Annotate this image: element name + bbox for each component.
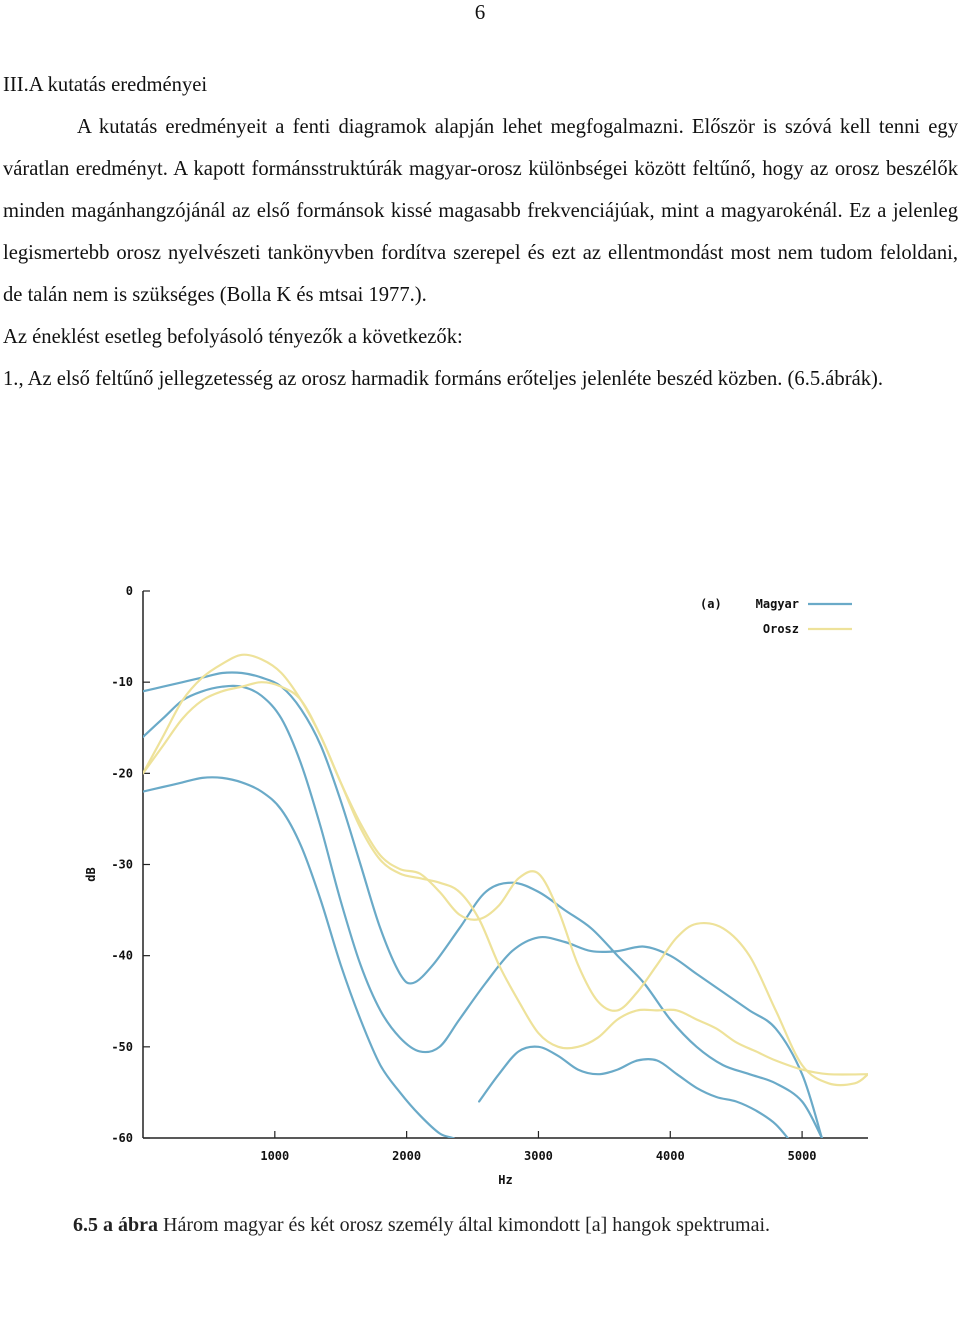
y-tick-label: -10 [111, 675, 133, 690]
x-tick-label: 3000 [524, 1149, 553, 1163]
caption-label: 6.5 a ábra [73, 1214, 158, 1236]
legend-label-orosz: Orosz [762, 622, 799, 636]
y-axis-label: dB [84, 867, 98, 882]
series-line-magyar-3 [143, 777, 459, 1142]
series-line-orosz-5 [143, 655, 868, 1085]
paragraph-first-feature: 1., Az első feltűnő jellegzetesség az orosz harmadik formáns erőteljes jelenléte beszéd közben. (6.5.ábrák). [3, 368, 884, 390]
y-tick-label: -50 [111, 1039, 133, 1054]
series-line-magyar-2 [143, 686, 822, 1138]
legend-panel-label: (a) [700, 597, 722, 611]
body-text [3, 64, 958, 400]
y-tick-label: -30 [111, 857, 133, 872]
y-tick-label: -20 [111, 766, 133, 781]
x-tick-label: 5000 [787, 1149, 817, 1163]
x-tick-label: 2000 [392, 1149, 422, 1163]
y-tick-label: -60 [111, 1131, 133, 1145]
chart-series [143, 655, 868, 1166]
series-line-magyar-4 [479, 1047, 815, 1166]
y-tick-label: 0 [125, 584, 133, 598]
figure-caption [73, 1214, 770, 1237]
page-number: 6 [474, 0, 486, 24]
x-axis-label: Hz [498, 1173, 513, 1187]
chart-axes [84, 584, 868, 1187]
chart-legend [700, 597, 852, 636]
spectrum-figure [0, 560, 960, 1260]
spectrum-chart [0, 560, 960, 1220]
y-tick-label: -40 [111, 948, 133, 963]
caption-text: Három magyar és két orosz személy által kimondott [a] hangok spektrumai. [158, 1214, 771, 1236]
x-tick-label: 1000 [260, 1149, 290, 1163]
section-heading: III.A kutatás eredményei [3, 74, 208, 96]
legend-label-magyar: Magyar [755, 597, 799, 611]
paragraph-results: A kutatás eredményeit a fenti diagramok alapján lehet megfogalmazni. Először is szóvá kell tenni egy váratlan eredményt. A kapott formánsstruktúrák magyar-orosz különbségei között feltűnő, hogy az orosz beszélők minden magánhangzójánál az első formánsok kissé magasabb frekvenciájúak, mint a magyarokénál. Ez a jelenleg legismertebb orosz nyelvészeti tankönyvben fordítva szerepel és ezt az ellentmondást most nem tudom feloldani, de talán nem is szükséges (Bolla K és mtsai 1977.). [3, 116, 958, 306]
x-tick-label: 4000 [655, 1149, 685, 1163]
series-line-magyar-1 [143, 672, 822, 1138]
paragraph-factors: Az éneklést esetleg befolyásoló tényezők a következők: [3, 326, 463, 348]
